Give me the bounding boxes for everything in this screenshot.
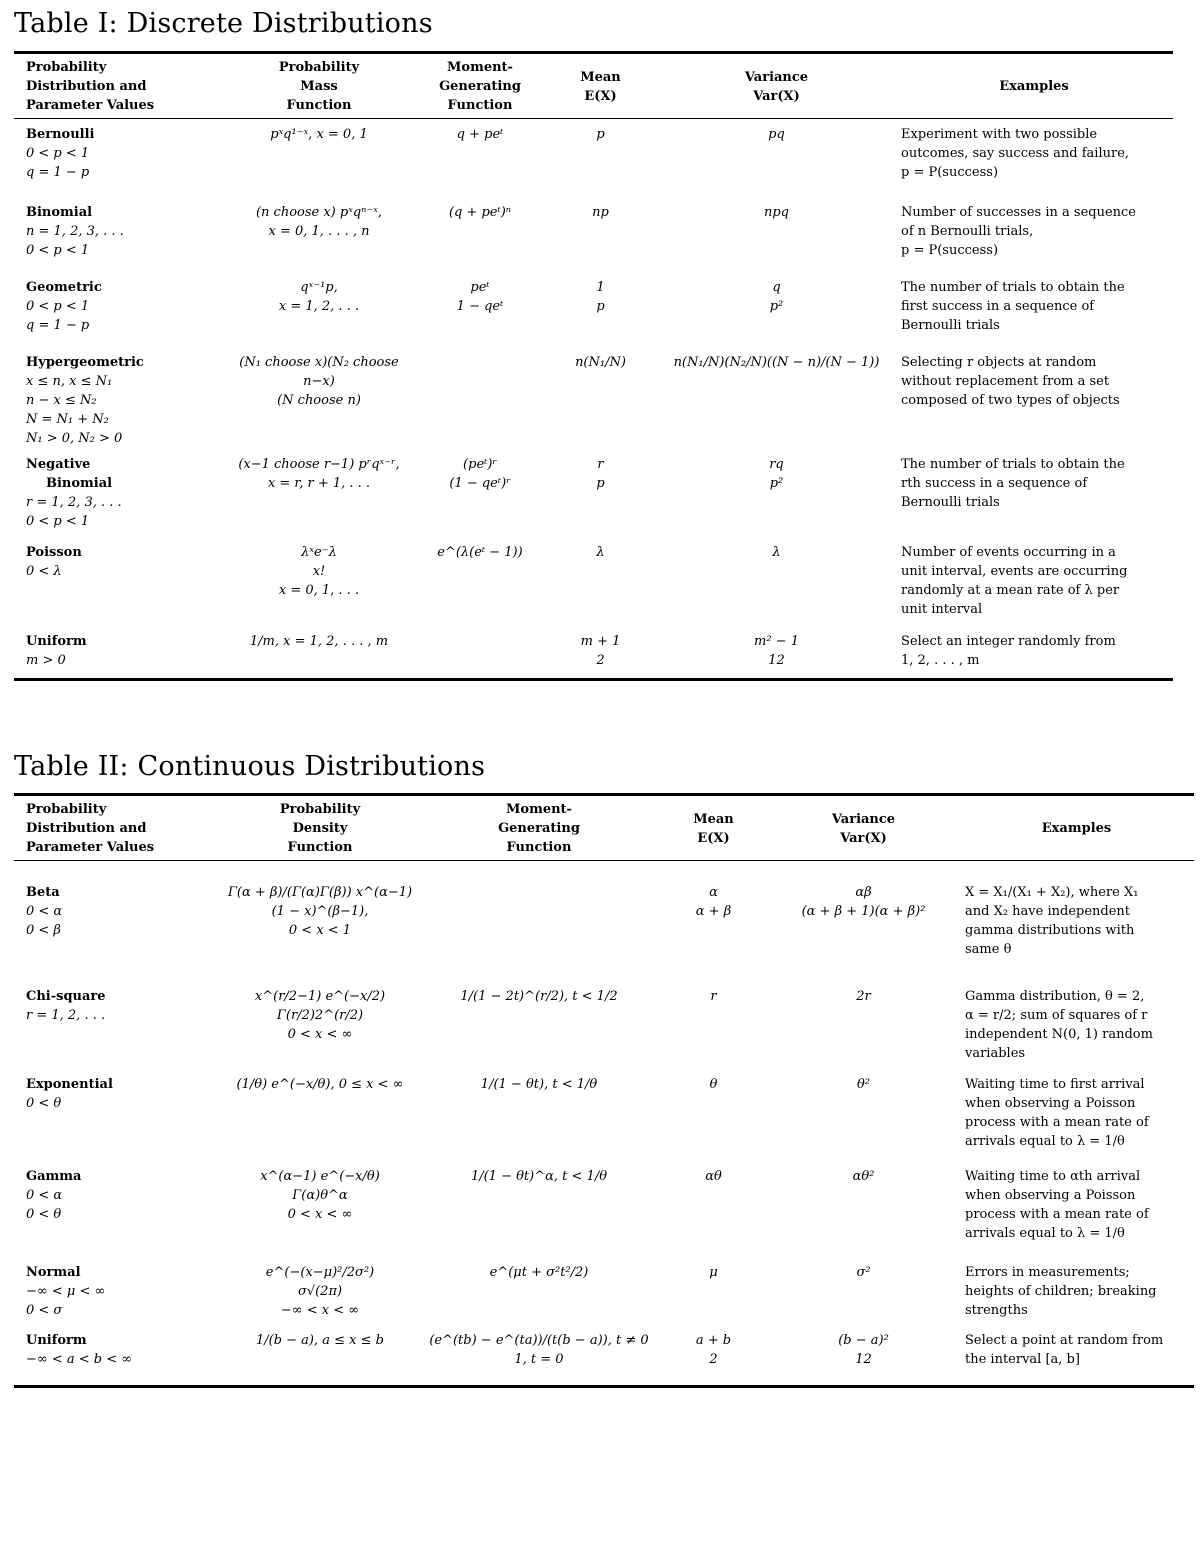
mgf-cell-line: (1 − qeᵗ)ʳ: [449, 475, 511, 491]
distribution-name: Hypergeometric: [26, 354, 144, 370]
example-line: The number of trials to obtain the: [901, 456, 1125, 472]
example-line: Select an integer randomly from: [901, 633, 1116, 649]
example-cell: [959, 1325, 1194, 1387]
variance-cell: [658, 272, 895, 347]
header-pdf-line: Function: [286, 98, 352, 113]
distribution-cell: [14, 1257, 221, 1325]
example-line: p = P(success): [901, 242, 999, 258]
pdf-cell: [221, 449, 417, 537]
mean-cell-line: αθ: [705, 1168, 722, 1184]
example-line: when observing a Poisson: [965, 1095, 1136, 1111]
pdf-cell-line: x = r, r + 1, . . .: [267, 475, 371, 491]
mgf-cell-line: 1/(1 − θt)^α, t < 1/θ: [470, 1168, 608, 1184]
mean-cell-line: α: [709, 885, 718, 900]
distribution-name: Uniform: [26, 633, 87, 649]
variance-cell-line: npq: [763, 204, 790, 220]
distribution-name: Normal: [26, 1264, 81, 1280]
variance-cell: [658, 197, 895, 272]
parameter-line: 0 < σ: [26, 1302, 63, 1318]
header-examples: [895, 53, 1173, 119]
header-mgf-line: Function: [447, 98, 513, 113]
pdf-cell-line: (N₁ choose x)(N₂ choose n−x): [239, 354, 399, 389]
pdf-cell: [221, 1325, 419, 1387]
example-line: Number of successes in a sequence: [901, 204, 1136, 220]
parameter-line: r = 1, 2, . . .: [26, 1007, 106, 1023]
header-mgf-line: Function: [506, 840, 572, 855]
parameter-line: 0 < λ: [26, 563, 62, 579]
distribution-name: Binomial: [26, 204, 93, 220]
header-examples-line: Examples: [1041, 821, 1112, 836]
header-mgf-line: Moment-: [447, 60, 513, 75]
example-line: first success in a sequence of: [901, 298, 1095, 314]
mean-cell-line: 2: [596, 652, 605, 668]
header-examples-line: Examples: [999, 79, 1069, 94]
header-variance-line: Var(X): [753, 88, 800, 104]
pdf-cell-line: x = 0, 1, . . .: [278, 582, 360, 598]
example-line: gamma distributions with: [965, 923, 1135, 938]
mgf-cell-line: peᵗ: [470, 279, 490, 295]
mean-cell-line: α + β: [695, 904, 732, 919]
mgf-cell: [417, 537, 543, 626]
example-line: Errors in measurements;: [965, 1264, 1130, 1280]
distribution-name: Uniform: [26, 1332, 87, 1348]
table-row: [14, 537, 1173, 626]
distribution-name: Binomial: [46, 475, 113, 491]
mgf-cell-line: q + peᵗ: [456, 127, 504, 142]
table-row: [14, 1161, 1194, 1257]
example-line: the interval [a, b]: [965, 1351, 1080, 1367]
mean-cell-line: r: [597, 456, 604, 472]
table-row: [14, 1325, 1194, 1387]
discrete-distributions-table: [14, 51, 1173, 681]
mgf-cell-line: 1/(1 − 2t)^(r/2), t < 1/2: [460, 988, 618, 1004]
mean-cell-line: μ: [709, 1264, 718, 1280]
example-line: variables: [965, 1045, 1026, 1061]
distribution-cell: [14, 1161, 221, 1257]
parameter-line: −∞ < μ < ∞: [26, 1283, 106, 1299]
header-mgf: [417, 53, 543, 119]
variance-cell-line: (b − a)²: [838, 1332, 889, 1348]
mean-cell-line: p: [596, 475, 605, 491]
mgf-cell: [417, 449, 543, 537]
mean-cell: [543, 119, 658, 197]
distribution-cell: [14, 626, 221, 680]
table-row: [14, 347, 1173, 449]
distribution-name: Geometric: [26, 279, 102, 295]
mgf-cell: [417, 119, 543, 197]
variance-cell-line: σ²: [856, 1264, 871, 1280]
header-mgf: [419, 795, 659, 861]
variance-cell-line: θ²: [856, 1076, 871, 1092]
example-cell: [895, 537, 1173, 626]
table2-header-row: [14, 795, 1194, 861]
mean-cell: [659, 1257, 768, 1325]
pdf-cell-line: 0 < x < ∞: [287, 1206, 353, 1222]
parameter-line: 0 < p < 1: [26, 242, 90, 258]
header-distribution-line: Probability: [26, 60, 107, 75]
variance-cell-line: 12: [855, 1351, 872, 1367]
header-distribution-line: Parameter Values: [26, 98, 155, 113]
example-line: unit interval, events are occurring: [901, 563, 1128, 579]
pdf-cell-line: −∞ < x < ∞: [280, 1302, 360, 1318]
example-line: composed of two types of objects: [901, 392, 1120, 408]
header-pdf-line: Probability: [279, 802, 361, 817]
mgf-cell: [419, 1069, 659, 1161]
mgf-cell-line: 1/(1 − θt), t < 1/θ: [480, 1076, 598, 1092]
table-row: [14, 449, 1173, 537]
example-line: Bernoulli trials: [901, 494, 1000, 510]
header-distribution: [14, 53, 221, 119]
variance-cell: [658, 119, 895, 197]
example-cell: [959, 861, 1194, 981]
table-row: [14, 861, 1194, 981]
example-line: when observing a Poisson: [965, 1187, 1136, 1203]
variance-cell: [768, 981, 959, 1069]
pdf-cell: [221, 347, 417, 449]
mean-cell: [659, 861, 768, 981]
mean-cell-line: a + b: [695, 1332, 732, 1348]
pdf-cell: [221, 861, 419, 981]
example-line: Bernoulli trials: [901, 317, 1000, 333]
mean-cell-line: 1: [596, 279, 605, 295]
pdf-cell-line: x = 1, 2, . . .: [278, 298, 360, 314]
example-line: Gamma distribution, θ = 2,: [965, 988, 1145, 1004]
header-pdf-line: Density: [292, 821, 348, 836]
continuous-distributions-table: [14, 793, 1194, 1388]
parameter-line: q = 1 − p: [26, 317, 90, 333]
table1-title: Table I: Discrete Distributions: [14, 8, 433, 39]
distribution-name: Chi-square: [26, 988, 106, 1004]
mean-cell: [543, 197, 658, 272]
example-line: outcomes, say success and failure,: [901, 146, 1130, 161]
example-line: p = P(success): [901, 165, 999, 180]
example-line: α = r/2; sum of squares of r: [965, 1007, 1148, 1023]
example-cell: [895, 119, 1173, 197]
variance-cell-line: p²: [769, 298, 784, 314]
example-line: and X₂ have independent: [965, 904, 1131, 919]
mean-cell-line: p: [596, 298, 605, 314]
mean-cell: [543, 537, 658, 626]
pdf-cell-line: x^(α−1) e^(−x/θ): [260, 1168, 380, 1184]
table-row: [14, 1257, 1194, 1325]
example-line: of n Bernoulli trials,: [901, 223, 1034, 239]
example-line: randomly at a mean rate of λ per: [901, 582, 1120, 598]
example-line: independent N(0, 1) random: [965, 1026, 1153, 1042]
pdf-cell-line: Γ(α)θ^α: [292, 1187, 348, 1203]
example-line: Selecting r objects at random: [901, 354, 1097, 370]
distribution-cell: [14, 861, 221, 981]
pdf-cell-line: qˣ⁻¹p,: [300, 279, 338, 295]
table-row: [14, 1069, 1194, 1161]
mean-cell: [659, 1069, 768, 1161]
pdf-cell: [221, 197, 417, 272]
variance-cell: [768, 1257, 959, 1325]
mean-cell: [543, 272, 658, 347]
pdf-cell-line: e^(−(x−μ)²/2σ²): [265, 1264, 375, 1280]
header-pdf-line: Mass: [300, 79, 338, 94]
header-mean: [543, 53, 658, 119]
header-mean-line: Mean: [693, 811, 734, 827]
header-mean: [659, 795, 768, 861]
variance-cell: [658, 449, 895, 537]
example-line: The number of trials to obtain the: [901, 279, 1125, 295]
mgf-cell: [419, 1257, 659, 1325]
header-mean-line: Mean: [580, 69, 621, 85]
example-line: without replacement from a set: [901, 373, 1110, 389]
parameter-line: 0 < α: [26, 904, 63, 919]
distribution-name: Beta: [26, 885, 60, 900]
parameter-line: n − x ≤ N₂: [26, 392, 97, 408]
variance-cell-line: λ: [772, 544, 781, 560]
parameter-line: N₁ > 0, N₂ > 0: [26, 430, 123, 446]
table-row: [14, 272, 1173, 347]
distribution-name: Negative: [26, 456, 91, 472]
mgf-cell-line: (q + peᵗ)ⁿ: [448, 204, 512, 220]
pdf-cell: [221, 1069, 419, 1161]
table-row: [14, 197, 1173, 272]
mean-cell-line: m + 1: [580, 633, 621, 649]
pdf-cell-line: σ√(2π): [297, 1283, 343, 1299]
variance-cell-line: q: [772, 279, 781, 295]
mean-cell: [543, 449, 658, 537]
example-cell: [895, 347, 1173, 449]
mean-cell: [659, 981, 768, 1069]
pdf-cell: [221, 537, 417, 626]
distribution-cell: [14, 347, 221, 449]
header-pdf: [221, 795, 419, 861]
variance-cell: [658, 347, 895, 449]
example-line: arrivals equal to λ = 1/θ: [965, 1133, 1125, 1149]
example-cell: [959, 1161, 1194, 1257]
distribution-cell: [14, 981, 221, 1069]
mean-cell-line: λ: [596, 544, 605, 560]
pdf-cell-line: x^(r/2−1) e^(−x/2): [254, 988, 386, 1004]
header-distribution: [14, 795, 221, 861]
parameter-line: 0 < θ: [26, 1095, 62, 1111]
header-pdf: [221, 53, 417, 119]
example-line: arrivals equal to λ = 1/θ: [965, 1225, 1125, 1241]
example-line: 1, 2, . . . , m: [901, 652, 980, 668]
table2-body: [14, 861, 1194, 1387]
table-row: [14, 119, 1173, 197]
mgf-cell-line: e^(μt + σ²t²/2): [489, 1264, 589, 1280]
distribution-cell: [14, 119, 221, 197]
parameter-line: x ≤ n, x ≤ N₁: [26, 373, 113, 389]
variance-cell: [768, 861, 959, 981]
parameter-line: m > 0: [26, 652, 66, 668]
parameter-line: 0 < β: [26, 923, 61, 938]
example-line: process with a mean rate of: [965, 1206, 1149, 1222]
table-row: [14, 981, 1194, 1069]
distribution-name: Poisson: [26, 544, 82, 560]
mean-cell-line: r: [710, 988, 717, 1004]
parameter-line: 0 < p < 1: [26, 513, 90, 529]
example-line: heights of children; breaking: [965, 1283, 1157, 1299]
pdf-cell-line: Γ(r/2)2^(r/2): [276, 1007, 364, 1023]
variance-cell: [658, 626, 895, 680]
table-row: [14, 626, 1173, 680]
example-line: process with a mean rate of: [965, 1114, 1149, 1130]
pdf-cell-line: 0 < x < ∞: [287, 1026, 353, 1042]
parameter-line: 0 < p < 1: [26, 146, 90, 161]
pdf-cell: [221, 981, 419, 1069]
header-distribution-line: Parameter Values: [26, 840, 155, 855]
example-cell: [895, 272, 1173, 347]
mean-cell-line: 2: [709, 1351, 718, 1367]
parameter-line: 0 < θ: [26, 1206, 62, 1222]
header-variance: [658, 53, 895, 119]
mgf-cell: [419, 1161, 659, 1257]
pdf-cell-line: Γ(α + β)/(Γ(α)Γ(β)) x^(α−1)(1 − x)^(β−1),: [227, 885, 413, 919]
distribution-cell: [14, 537, 221, 626]
pdf-cell-line: x = 0, 1, . . . , n: [268, 223, 370, 239]
mgf-cell: [417, 347, 543, 449]
mgf-cell: [419, 861, 659, 981]
header-distribution-line: Probability: [26, 802, 107, 817]
header-mean-line: E(X): [697, 830, 730, 846]
mean-cell: [659, 1325, 768, 1387]
mean-cell-line: np: [592, 204, 609, 220]
distribution-name: Bernoulli: [26, 127, 95, 142]
pdf-cell: [221, 626, 417, 680]
example-line: Waiting time to αth arrival: [965, 1168, 1141, 1184]
variance-cell: [768, 1325, 959, 1387]
header-variance: [768, 795, 959, 861]
mgf-cell: [419, 1325, 659, 1387]
parameter-line: 0 < p < 1: [26, 298, 90, 314]
distribution-name: Gamma: [26, 1168, 82, 1184]
pdf-cell-line: 1/m, x = 1, 2, . . . , m: [249, 633, 389, 649]
header-mgf-line: Generating: [439, 79, 521, 94]
parameter-line: N = N₁ + N₂: [26, 411, 109, 427]
example-cell: [895, 197, 1173, 272]
pdf-cell-line: (n choose x) pˣqⁿ⁻ˣ,: [255, 204, 383, 220]
header-pdf-line: Function: [287, 840, 353, 855]
header-mgf-line: Generating: [498, 821, 580, 836]
parameter-line: q = 1 − p: [26, 165, 90, 180]
example-cell: [959, 1257, 1194, 1325]
variance-cell-line: rq: [769, 456, 784, 472]
pdf-cell-line: 1/(b − a), a ≤ x ≤ b: [255, 1332, 384, 1348]
example-cell: [959, 981, 1194, 1069]
mean-cell: [543, 626, 658, 680]
mean-cell-line: θ: [709, 1076, 718, 1092]
mean-cell: [659, 1161, 768, 1257]
pdf-cell: [221, 1257, 419, 1325]
pdf-cell: [221, 272, 417, 347]
variance-cell-line: αβ: [855, 885, 872, 900]
table1-header-row: [14, 53, 1173, 119]
header-distribution-line: Distribution and: [26, 821, 147, 836]
mgf-cell-line: 1, t = 0: [514, 1351, 564, 1367]
mgf-cell: [417, 197, 543, 272]
table2-title: Table II: Continuous Distributions: [14, 751, 486, 782]
mean-cell: [543, 347, 658, 449]
example-line: Waiting time to first arrival: [965, 1076, 1145, 1092]
variance-cell: [768, 1161, 959, 1257]
example-line: Number of events occurring in a: [901, 544, 1116, 560]
header-examples: [959, 795, 1194, 861]
parameter-line: −∞ < a < b < ∞: [26, 1351, 133, 1367]
header-mean-line: E(X): [584, 88, 617, 104]
variance-cell: [658, 537, 895, 626]
variance-cell-line: pq: [768, 127, 785, 142]
header-distribution-line: Distribution and: [26, 79, 147, 94]
example-line: unit interval: [901, 601, 983, 617]
example-line: rth success in a sequence of: [901, 475, 1088, 491]
example-line: strengths: [965, 1302, 1028, 1318]
variance-cell: [768, 1069, 959, 1161]
example-line: Experiment with two possible: [901, 127, 1098, 142]
pdf-cell-line: λˣe⁻λ: [301, 544, 337, 560]
variance-cell-line: p²: [769, 475, 784, 491]
example-cell: [895, 626, 1173, 680]
distribution-cell: [14, 1325, 221, 1387]
mgf-cell: [419, 981, 659, 1069]
example-line: same θ: [965, 942, 1012, 957]
parameter-line: n = 1, 2, 3, . . .: [26, 223, 124, 239]
variance-cell-line: 12: [768, 652, 785, 668]
header-variance-line: Variance: [744, 69, 809, 85]
header-pdf-line: Probability: [278, 60, 360, 75]
pdf-cell-line: 0 < x < 1: [288, 923, 352, 938]
example-cell: [895, 449, 1173, 537]
distribution-cell: [14, 1069, 221, 1161]
header-variance-line: Var(X): [840, 830, 887, 846]
parameter-line: r = 1, 2, 3, . . .: [26, 494, 122, 510]
distribution-cell: [14, 449, 221, 537]
mgf-cell-line: (peᵗ)ʳ: [463, 456, 497, 472]
header-mgf-line: Moment-: [506, 802, 572, 817]
variance-cell-line: (α + β + 1)(α + β)²: [801, 904, 926, 919]
pdf-cell-line: x!: [312, 563, 326, 579]
header-variance-line: Variance: [831, 811, 896, 827]
pdf-cell: [221, 1161, 419, 1257]
mean-cell-line: n(N₁/N): [575, 354, 626, 370]
variance-cell-line: m² − 1: [754, 633, 799, 649]
distribution-name: Exponential: [26, 1076, 113, 1092]
pdf-cell: [221, 119, 417, 197]
table1-body: [14, 119, 1173, 680]
mgf-cell-line: e^(λ(eᵗ − 1)): [437, 544, 523, 560]
mgf-cell: [417, 272, 543, 347]
example-cell: [959, 1069, 1194, 1161]
mgf-cell-line: (e^(tb) − e^(ta))/(t(b − a)), t ≠ 0: [429, 1332, 649, 1348]
pdf-cell-line: (x−1 choose r−1) pʳqˣ⁻ʳ,: [238, 456, 400, 472]
variance-cell-line: 2r: [856, 988, 871, 1004]
example-line: X = X₁/(X₁ + X₂), where X₁: [965, 885, 1139, 900]
pdf-cell-line: pˣq¹⁻ˣ, x = 0, 1: [270, 127, 368, 142]
example-line: Select a point at random from: [965, 1332, 1164, 1348]
distribution-cell: [14, 272, 221, 347]
mgf-cell-line: 1 − qeᵗ: [456, 298, 504, 314]
variance-cell-line: αθ²: [852, 1168, 875, 1184]
mean-cell-line: p: [596, 127, 605, 142]
distribution-cell: [14, 197, 221, 272]
mgf-cell: [417, 626, 543, 680]
variance-cell-line: n(N₁/N)(N₂/N)((N − n)/(N − 1)): [673, 354, 880, 370]
pdf-cell-line: (N choose n): [277, 392, 361, 408]
parameter-line: 0 < α: [26, 1187, 63, 1203]
pdf-cell-line: (1/θ) e^(−x/θ), 0 ≤ x < ∞: [236, 1076, 404, 1092]
